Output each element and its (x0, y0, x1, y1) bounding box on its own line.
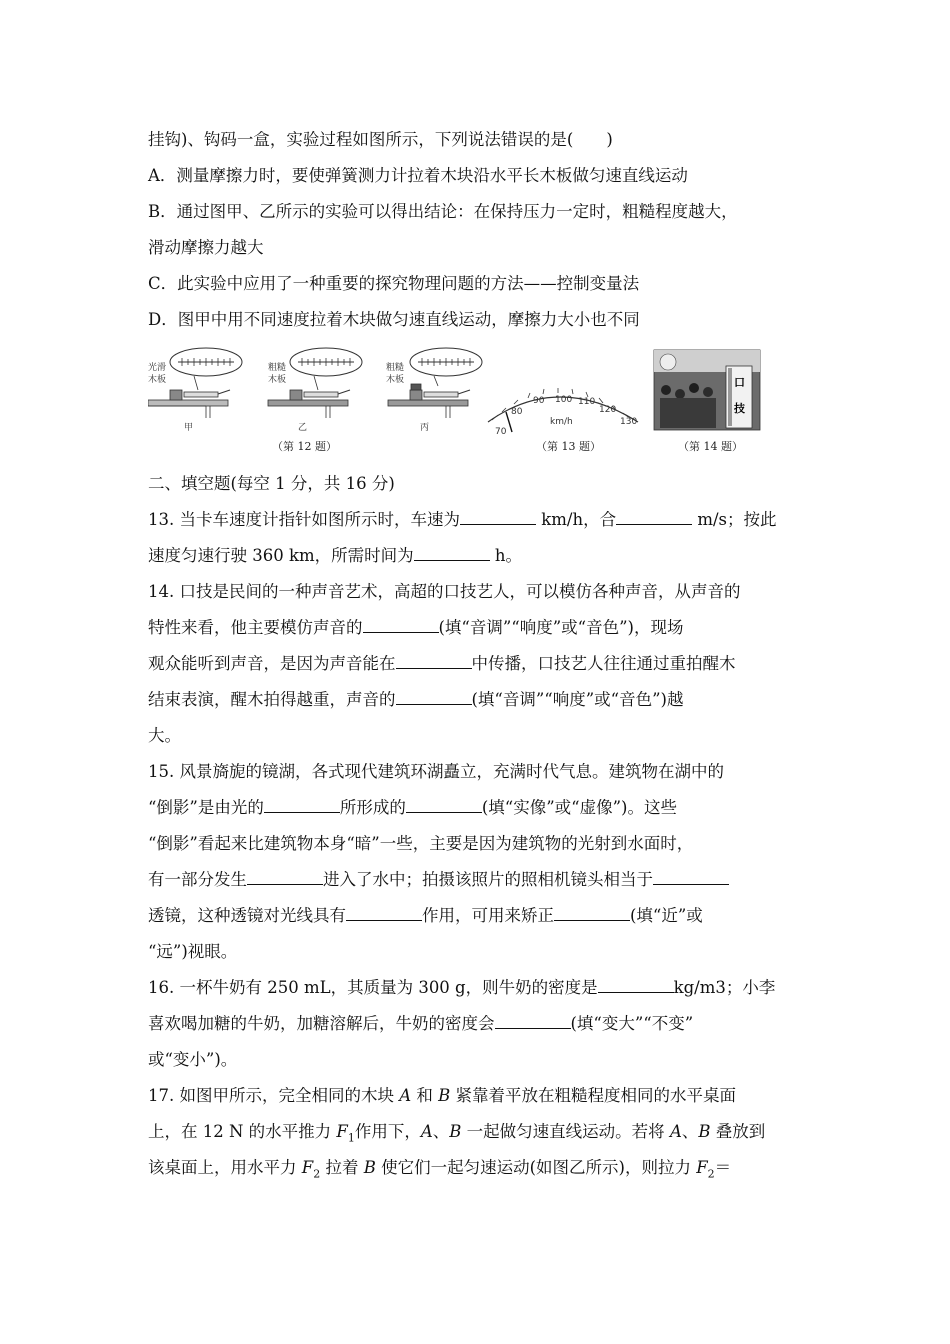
q13-line-2 (148, 538, 808, 574)
figures-svg (148, 342, 768, 462)
fig12-bing-board-label: 粗糙 (386, 363, 405, 373)
fig12-label-jia: 甲 (184, 423, 194, 433)
q17-text: 该桌面上，用水平力 (148, 1158, 302, 1177)
fig13-tick-100: 100 (555, 395, 573, 405)
q17-var-b: B (698, 1122, 711, 1141)
q17-var-b: B (438, 1086, 451, 1105)
q17-text: 、 (432, 1122, 450, 1141)
figures-row (148, 342, 768, 462)
fig13-tick-90: 90 (533, 396, 545, 406)
q17-text: 一起做匀速直线运动。若将 (461, 1122, 670, 1141)
q17-text: 叠放到 (710, 1122, 766, 1141)
q17-text: 使它们一起匀速运动(如图乙所示)，则拉力 (375, 1158, 697, 1177)
q15-text: “倒影”是由光的 (148, 798, 264, 817)
q12-option-d: D．图甲中用不同速度拉着木块做匀速直线运动，摩擦力大小也不同 (148, 310, 640, 329)
q12-option-a: A．测量摩擦力时，要使弹簧测力计拉着木块沿水平长木板做匀速直线运动 (148, 166, 688, 185)
fig12-label-bing: 丙 (420, 423, 430, 433)
fig12-yi-board-label: 粗糙 (268, 363, 287, 373)
q17-var-a: A (669, 1122, 682, 1141)
q17-text: 和 (411, 1086, 439, 1105)
q14-line-1: 14. 口技是民间的一种声音艺术，高超的口技艺人，可以模仿各种声音，从声音的 (148, 582, 741, 601)
fig14-sign-char-2: 技 (734, 402, 745, 415)
q15-line-2 (148, 790, 808, 826)
fig12-label-yi: 乙 (298, 423, 308, 433)
q12-option-b: B．通过图甲、乙所示的实验可以得出结论：在保持压力一定时，粗糙程度越大， (148, 202, 738, 221)
q17-var-a: A (420, 1122, 433, 1141)
q15-text: 透镜，这种透镜对光线具有 (148, 906, 346, 925)
fig13-tick-80: 80 (511, 407, 523, 417)
q17-var-a: A (399, 1086, 412, 1105)
q13-blank-2[interactable] (616, 506, 692, 525)
q17-text: 紧靠着平放在粗糙程度相同的水平桌面 (450, 1086, 737, 1105)
q15-blank-4[interactable] (653, 866, 729, 885)
q15-text: 作用，可用来矫正 (422, 906, 554, 925)
q13-blank-1[interactable] (460, 506, 536, 525)
q15-blank-5[interactable] (346, 902, 422, 921)
question-12-block (148, 122, 808, 338)
q13-text: h。 (489, 546, 523, 565)
fig12-caption: （第 12 题） (272, 440, 337, 453)
q15-text: (填“近”或 (630, 906, 703, 925)
q12-option-b-cont: 滑动摩擦力越大 (148, 238, 264, 257)
q12-line: 挂钩)、钩码一盒，实验过程如图所示，下列说法错误的是( ) (148, 130, 613, 149)
q17-text: ＝ (714, 1158, 732, 1177)
q14-text: 特性来看，他主要模仿声音的 (148, 618, 363, 637)
q13-text: 速度匀速行驶 360 km，所需时间为 (148, 546, 414, 565)
q14-blank-2[interactable] (396, 650, 472, 669)
fig12-bing-board-label-2: 木板 (386, 375, 405, 385)
q17-text: 、 (681, 1122, 699, 1141)
q15-blank-3[interactable] (247, 866, 323, 885)
q16-blank-2[interactable] (495, 1010, 571, 1029)
q13-line-1 (148, 502, 808, 538)
q15-line-4 (148, 862, 808, 898)
q13-text: m/s；按此 (692, 510, 777, 529)
q16-text: 16. 一杯牛奶有 250 mL，其质量为 300 g，则牛奶的密度是 (148, 978, 598, 997)
fig12-jia-board-label-2: 木板 (148, 375, 167, 385)
fig13-tick-70: 70 (495, 427, 507, 437)
q17-var-f: F (336, 1122, 348, 1141)
q15-text: 有一部分发生 (148, 870, 247, 889)
q14-line-3 (148, 646, 808, 682)
fig14-sign-char-1: 口 (734, 376, 745, 389)
q16-text: 喜欢喝加糖的牛奶，加糖溶解后，牛奶的密度会 (148, 1014, 495, 1033)
q17-sub: 2 (707, 1167, 715, 1181)
q14-blank-1[interactable] (363, 614, 439, 633)
q17-sub: 2 (313, 1167, 321, 1181)
q16-line-3: 或“变小”)。 (148, 1050, 238, 1069)
fig13-tick-110: 110 (578, 397, 596, 407)
q14-text: (填“音调”“响度”或“音色”)，现场 (438, 618, 684, 637)
q17-line-2 (148, 1114, 808, 1150)
q17-var-b: B (363, 1158, 376, 1177)
q17-text: 作用下， (354, 1122, 421, 1141)
q15-line-6: “远”)视眼。 (148, 942, 238, 961)
q12-option-c: C．此实验中应用了一种重要的探究物理问题的方法——控制变量法 (148, 274, 640, 293)
q14-text: (填“音调”“响度”或“音色”)越 (471, 690, 684, 709)
fig13-tick-120: 120 (599, 405, 617, 415)
q16-text: (填“变大”“不变” (570, 1014, 694, 1033)
q15-line-3: “倒影”看起来比建筑物本身“暗”一些，主要是因为建筑物的光射到水面时， (148, 834, 694, 853)
q17-var-f: F (301, 1158, 314, 1177)
q17-var-f: F (696, 1158, 708, 1177)
q14-line-2 (148, 610, 808, 646)
q14-line-5: 大。 (148, 726, 181, 745)
q14-blank-3[interactable] (396, 686, 472, 705)
fig12-yi-board-label-2: 木板 (268, 375, 287, 385)
q17-text: 拉着 (320, 1158, 364, 1177)
q17-text: 17. 如图甲所示，完全相同的木块 (148, 1086, 400, 1105)
q17-line-1 (148, 1078, 808, 1114)
q16-line-1 (148, 970, 808, 1006)
q14-text: 中传播，口技艺人往往通过重拍醒木 (471, 654, 736, 673)
fig14-photo (654, 350, 760, 430)
q15-blank-6[interactable] (554, 902, 630, 921)
q17-line-3 (148, 1150, 808, 1186)
q15-line-1: 15. 风景旖旎的镜湖，各式现代建筑环湖矗立，充满时代气息。建筑物在湖中的 (148, 762, 724, 781)
fig13-tick-130: 130 (620, 417, 638, 427)
q15-line-5 (148, 898, 808, 934)
q13-text: 13. 当卡车速度计指针如图所示时，车速为 (148, 510, 460, 529)
q15-blank-1[interactable] (264, 794, 340, 813)
q17-var-b: B (449, 1122, 462, 1141)
fig12-jia-board-label: 光滑 (148, 363, 167, 373)
q15-text: 进入了水中；拍摄该照片的照相机镜头相当于 (323, 870, 653, 889)
q15-blank-2[interactable] (406, 794, 482, 813)
q17-sub: 1 (347, 1131, 355, 1145)
fig13-caption: （第 13 题） (536, 440, 601, 453)
q15-text: 所形成的 (339, 798, 406, 817)
q16-blank-1[interactable] (598, 974, 674, 993)
q13-text: km/h，合 (536, 510, 617, 529)
q16-line-2 (148, 1006, 808, 1042)
fig13-unit: km/h (550, 417, 573, 427)
q15-text: (填“实像”或“虚像”)。这些 (481, 798, 677, 817)
q14-text: 观众能听到声音，是因为声音能在 (148, 654, 396, 673)
q17-text: 上，在 12 N 的水平推力 (148, 1122, 337, 1141)
fill-in-section (148, 466, 808, 1186)
q13-blank-3[interactable] (414, 542, 490, 561)
fig14-caption: （第 14 题） (678, 440, 743, 453)
q14-text: 结束表演，醒木拍得越重，声音的 (148, 690, 396, 709)
q16-text: kg/m3；小李 (673, 978, 776, 997)
q14-line-4 (148, 682, 808, 718)
section-heading: 二、填空题(每空 1 分，共 16 分) (148, 474, 395, 493)
